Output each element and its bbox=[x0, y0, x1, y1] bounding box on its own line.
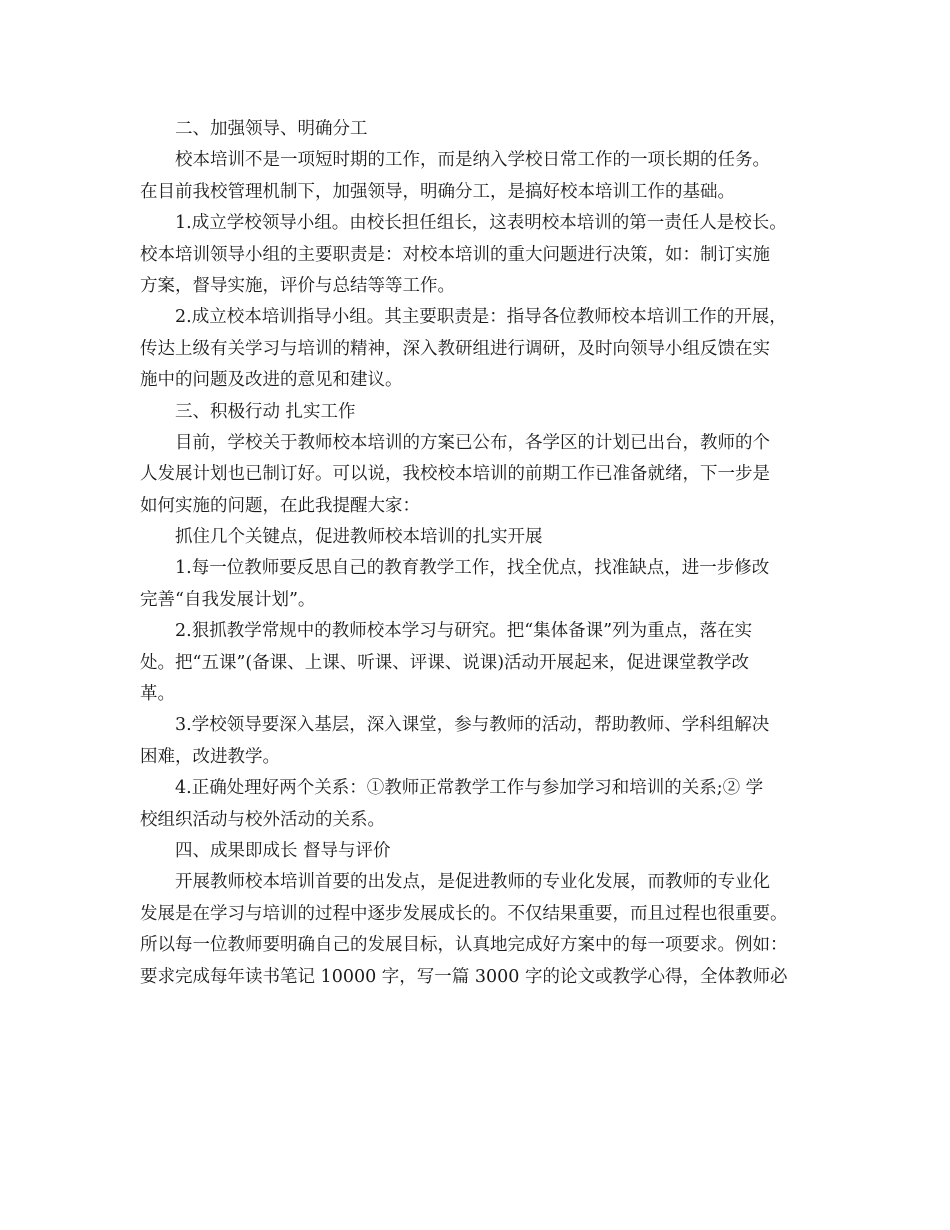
text-line: 传达上级有关学习与培训的精神，深入教研组进行调研，及时向领导小组反馈在实 bbox=[140, 338, 770, 359]
text-line: 4.正确处理好两个关系：①教师正常教学工作与参加学习和培训的关系;② 学 bbox=[175, 778, 764, 799]
text-line: 目前，学校关于教师校本培训的方案已公布，各学区的计划已出台，教师的个 bbox=[175, 432, 770, 453]
text-line: 人发展计划也已制订好。可以说，我校校本培训的前期工作已准备就绪，下一步是 bbox=[140, 464, 770, 485]
text-line: 在目前我校管理机制下，加强领导，明确分工，是搞好校本培训工作的基础。 bbox=[140, 181, 735, 202]
text-line: 革。 bbox=[140, 684, 175, 705]
text-line: 校本培训领导小组的主要职责是：对校本培训的重大问题进行决策，如：制订实施 bbox=[140, 244, 770, 265]
text-line: 处。把“五课”(备课、上课、听课、评课、说课)活动开展起来，促进课堂教学改 bbox=[140, 652, 750, 673]
text-line: 三、积极行动 扎实工作 bbox=[175, 401, 356, 422]
text-line: 施中的问题及改进的意见和建议。 bbox=[140, 370, 403, 391]
text-line: 二、加强领导、明确分工 bbox=[175, 119, 368, 139]
text-line: 发展是在学习与培训的过程中逐步发展成长的。不仅结果重要，而且过程也很重要。 bbox=[140, 903, 788, 924]
text-line: 3.学校领导要深入基层，深入课堂，参与教师的活动，帮助教师、学科组解决 bbox=[175, 715, 770, 736]
text-line: 困难，改进教学。 bbox=[140, 746, 280, 767]
text-line: 1.成立学校领导小组。由校长担任组长，这表明校本培训的第一责任人是校长。 bbox=[175, 213, 787, 234]
text-line: 抓住几个关键点，促进教师校本培训的扎实开展 bbox=[175, 527, 543, 548]
text-line: 开展教师校本培训首要的出发点，是促进教师的专业化发展，而教师的专业化 bbox=[175, 872, 770, 893]
text-line: 完善“自我发展计划”。 bbox=[140, 589, 316, 610]
text-line: 四、成果即成长 督导与评价 bbox=[175, 840, 391, 861]
text-line: 校本培训不是一项短时期的工作，而是纳入学校日常工作的一项长期的任务。 bbox=[175, 150, 770, 171]
text-line: 2.狠抓教学常规中的教师校本学习与研究。把“集体备课”列为重点，落在实 bbox=[175, 621, 753, 642]
text-line: 如何实施的问题，在此我提醒大家： bbox=[140, 495, 420, 516]
text-line: 方案，督导实施，评价与总结等等工作。 bbox=[140, 275, 455, 296]
text-line: 所以每一位教师要明确自己的发展目标，认真地完成好方案中的每一项要求。例如： bbox=[140, 935, 788, 956]
text-line: 要求完成每年读书笔记 10000 字，写一篇 3000 字的论文或教学心得，全体教师必 bbox=[140, 966, 788, 987]
text-line: 1.每一位教师要反思自己的教育教学工作，找全优点，找准缺点，进一步修改 bbox=[175, 558, 770, 579]
text-line: 2.成立校本培训指导小组。其主要职责是：指导各位教师校本培训工作的开展， bbox=[175, 307, 787, 328]
document-body bbox=[140, 114, 830, 993]
text-line: 校组织活动与校外活动的关系。 bbox=[140, 809, 385, 830]
